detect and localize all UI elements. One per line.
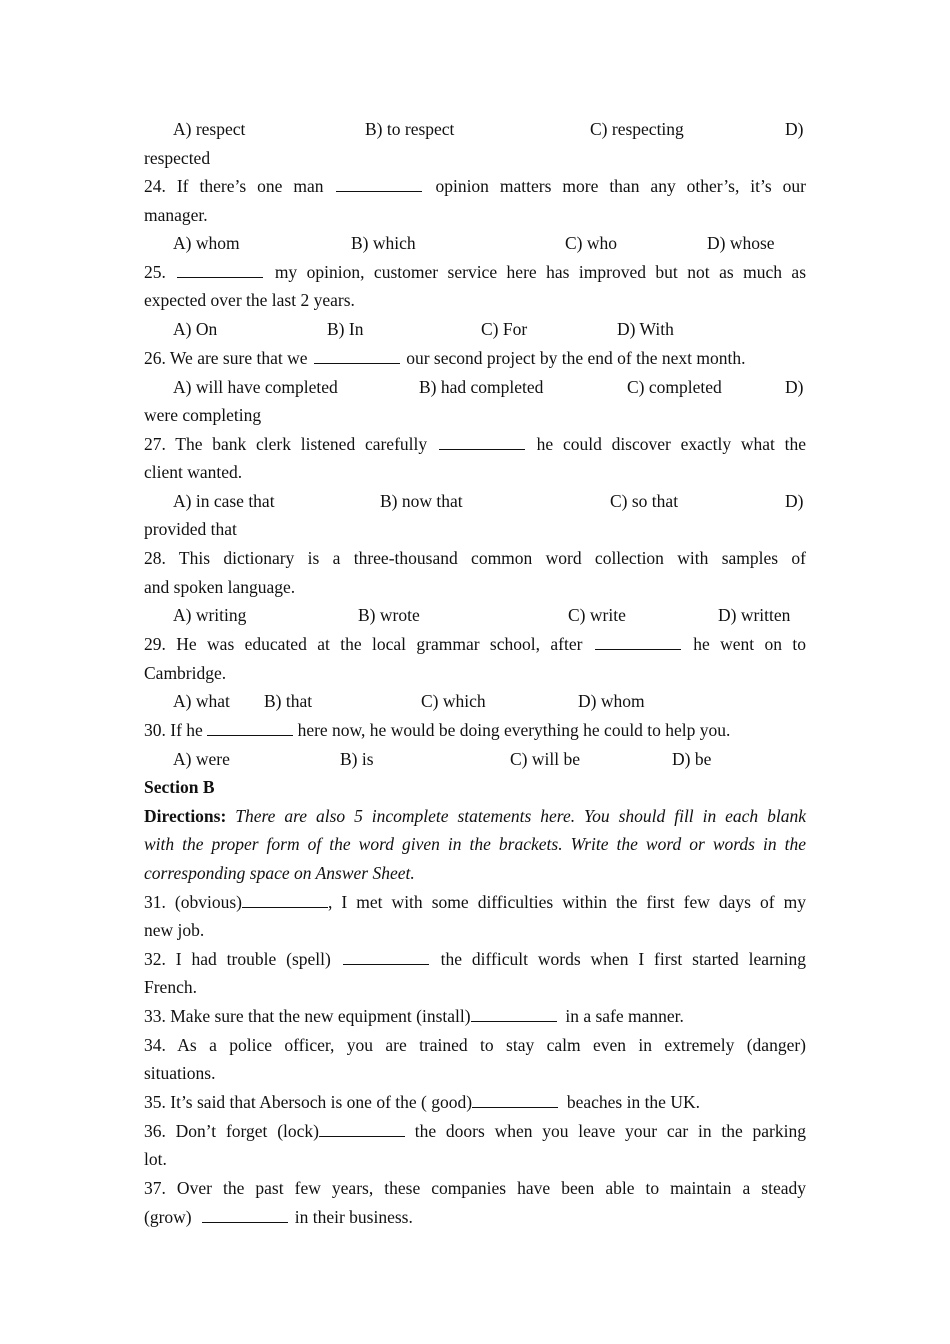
question-35: 35. It’s said that Abersoch is one of the ( good) beaches in the UK. [144, 1092, 700, 1112]
q23-option-c: C) respecting [590, 119, 684, 139]
question-29: 29. He was educated at the local grammar school, after he went on to [144, 634, 806, 654]
directions-line-1: Directions: There are also 5 incomplete statements here. You should fill in each blank [144, 806, 806, 826]
question-32: 32. I had trouble (spell) the difficult words when I first started learning [144, 949, 807, 969]
question-26: 26. We are sure that we our second project by the end of the next month. [144, 348, 746, 368]
q27-option-d: D) [785, 491, 804, 511]
q27-option-c: C) so that [610, 491, 679, 511]
q28-option-d: D) written [718, 605, 791, 625]
q27-option-d-wrap: provided that [144, 519, 237, 539]
answer-blank[interactable] [336, 176, 422, 192]
q25-option-c: C) For [481, 319, 528, 339]
q30-option-d: D) be [672, 749, 712, 769]
q24-option-a: A) whom [173, 233, 240, 253]
q30-option-b: B) is [340, 749, 374, 769]
question-25-cont: expected over the last 2 years. [144, 290, 355, 310]
q26-option-a: A) will have completed [173, 377, 338, 397]
q27-option-b: B) now that [380, 491, 463, 511]
q28-option-c: C) write [568, 605, 626, 625]
section-title: Section B [144, 777, 215, 797]
answer-blank[interactable] [207, 720, 293, 736]
q23-option-a: A) respect [173, 119, 246, 139]
q27-option-a: A) in case that [173, 491, 275, 511]
question-36-cont: lot. [144, 1149, 167, 1169]
q29-option-b: B) that [264, 691, 313, 711]
q30-option-a: A) were [173, 749, 230, 769]
answer-blank[interactable] [595, 634, 681, 650]
q28-option-a: A) writing [173, 605, 247, 625]
question-37: 37. Over the past few years, these companies have been able to maintain a steady [144, 1178, 806, 1198]
q26-option-d: D) [785, 377, 804, 397]
q24-option-d: D) whose [707, 233, 775, 253]
question-29-cont: Cambridge. [144, 663, 227, 683]
q26-option-d-wrap: were completing [144, 405, 262, 425]
question-24-cont: manager. [144, 205, 208, 225]
answer-blank[interactable] [319, 1121, 405, 1137]
directions-line-2: with the proper form of the word given in the brackets. Write the word or words in the [144, 834, 806, 854]
q24-option-b: B) which [351, 233, 416, 253]
question-25: 25. my opinion, customer service here has improved but not as much as [144, 262, 807, 282]
q29-option-d: D) whom [578, 691, 645, 711]
question-31-cont: new job. [144, 920, 205, 940]
q25-option-a: A) On [173, 319, 218, 339]
q23-option-b: B) to respect [365, 119, 455, 139]
q26-option-c: C) completed [627, 377, 722, 397]
q25-option-d: D) With [617, 319, 674, 339]
answer-blank[interactable] [472, 1092, 558, 1108]
question-28-cont: and spoken language. [144, 577, 296, 597]
directions-line-3: corresponding space on Answer Sheet. [144, 863, 415, 883]
question-28: 28. This dictionary is a three-thousand common word collection with samples of [144, 548, 806, 568]
question-34: 34. As a police officer, you are trained to stay calm even in extremely (danger) [144, 1035, 806, 1055]
question-34-cont: situations. [144, 1063, 216, 1083]
answer-blank[interactable] [314, 348, 400, 364]
question-30: 30. If he here now, he would be doing everything he could to help you. [144, 720, 731, 740]
answer-blank[interactable] [343, 949, 429, 965]
q29-option-a: A) what [173, 691, 230, 711]
q25-option-b: B) In [327, 319, 364, 339]
q23-option-d-wrap: respected [144, 148, 211, 168]
answer-blank[interactable] [471, 1006, 557, 1022]
question-37-cont: (grow) in their business. [144, 1207, 413, 1227]
q24-option-c: C) who [565, 233, 618, 253]
question-24: 24. If there’s one man opinion matters more than any other’s, it’s our [144, 176, 807, 196]
question-27-cont: client wanted. [144, 462, 243, 482]
question-33: 33. Make sure that the new equipment (install) in a safe manner. [144, 1006, 684, 1026]
answer-blank[interactable] [202, 1207, 288, 1223]
answer-blank[interactable] [439, 434, 525, 450]
q30-option-c: C) will be [510, 749, 580, 769]
q29-option-c: C) which [421, 691, 486, 711]
answer-blank[interactable] [177, 262, 263, 278]
question-32-cont: French. [144, 977, 197, 997]
q28-option-b: B) wrote [358, 605, 420, 625]
q23-option-d: D) [785, 119, 804, 139]
question-27: 27. The bank clerk listened carefully he could discover exactly what the [144, 434, 807, 454]
answer-blank[interactable] [242, 892, 328, 908]
directions-label: Directions: [144, 806, 227, 826]
question-36: 36. Don’t forget (lock) the doors when you leave your car in the parking [144, 1121, 807, 1141]
q26-option-b: B) had completed [419, 377, 544, 397]
question-31: 31. (obvious) , I met with some difficulties within the first few days of my [144, 892, 806, 912]
